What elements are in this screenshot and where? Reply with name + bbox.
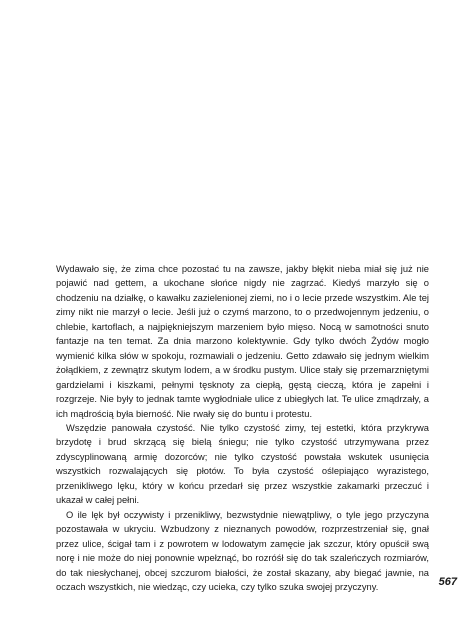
paragraph-3: O ile lęk był oczywisty i przenikliwy, bezwstydnie niewątpliwy, o tyle jego przyczyna pozostawała w ukryciu. Wzbudzony z nieznanych powodów, rozprzestrzeniał się, gnał przez ulice, ścigał tam i z powrotem w lodowatym zamęcie jak szczur, który opuścił swą norę i nie może do niej ponownie wpełznąć, bo rozróśł się do tak szaleńczych rozmiarów, do tak niesłychanej, obcej szczurom białości, że został skazany, aby biegać jawnie, na oczach wszystkich, nie wiedząc, czy ucieka, czy tylko szuka swojej przyczyny. — [56, 509, 429, 592]
paragraph-1: Wydawało się, że zima chce pozostać tu na zawsze, jakby błękit nieba miał się już nie pojawić nad gettem, a ukochane słońce nigdy nie zagrzać. Kiedyś marzyło się o chodzeniu na działkę, o kawałku zazielenionej ziemi, no i o lecie przede wszystkim. Ale tej zimy nikt nie marzył o lecie. Jeśli już o czymś marzono, to o przedwojennym jedzeniu, o chlebie, kartoflach, a najpiękniejszym marzeniem było mięso. Nocą w samotności snuto fantazje na ten temat. Za dnia marzono kolektywnie. Gdy tylko dwóch Żydów mogło wymienić kilka słów w spokoju, rozmawiali o jedzeniu. Getto zdawało się jednym wielkim żołądkiem, z zewnątrz skutym lodem, a w środku pustym. Ulice stały się przemarzniętymi gardzielami i kiszkami, pełnymi tęsknoty za ciepłą, gęstą cieczą, która je zapełni i rozgrzeje. Nie były to jednak tamte wygłodniałe ulice z ubiegłych lat. Te ulice zmądrzały, a ich mądrością była bierność. Nie rwały się do buntu i protestu. — [56, 264, 429, 419]
body-text — [56, 262, 429, 594]
page-number: 567 — [438, 576, 457, 588]
paragraph-2: Wszędzie panowała czystość. Nie tylko czystość zimy, tej estetki, która przykrywa brzydotę i brud skrzącą się bielą śniegu; nie tylko czystość utrzymywana przez zdyscyplinowaną armię dozorców; nie tylko czystość powstała wskutek usunięcia wszystkich rozwalających się płotów. To była czystość oślepiająco wyrazistego, przenikliwego lęku, który w końcu przedarł się przez wszystkie zakamarki przeczuć i ukazał w całej pełni. — [56, 422, 429, 506]
